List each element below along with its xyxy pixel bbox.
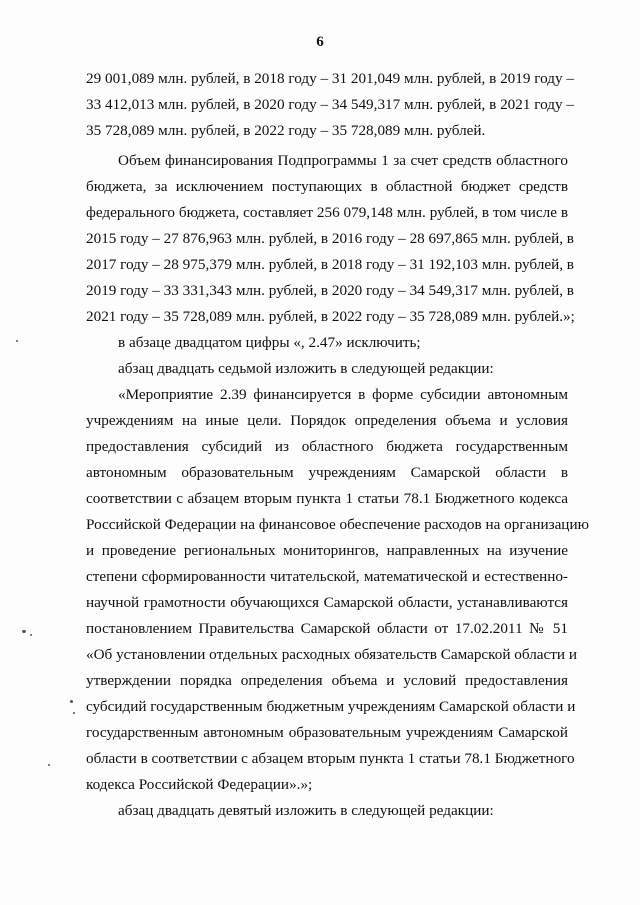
text-line: субсидий государственным бюджетным учреждениям Самарской области и <box>86 698 576 715</box>
text-line: бюджета, за исключением поступающих в областной бюджет средств <box>86 178 568 195</box>
text-line: и проведение региональных мониторингов, направленных на изучение <box>86 542 568 559</box>
scan-speck <box>70 700 73 703</box>
text-line: постановлением Правительства Самарской области от 17.02.2011 № 51 <box>86 620 568 637</box>
text-line: кодекса Российской Федерации».»; <box>86 776 313 793</box>
text-line: Объем финансирования Подпрограммы 1 за счет средств областного <box>118 152 568 169</box>
text-line: 33 412,013 млн. рублей, в 2020 году – 34 549,317 млн. рублей, в 2021 году – <box>86 96 574 113</box>
text-line: соответствии с абзацем вторым пункта 1 статьи 78.1 Бюджетного кодекса <box>86 490 568 507</box>
text-line: 2017 году – 28 975,379 млн. рублей, в 2018 году – 31 192,103 млн. рублей, в <box>86 256 574 273</box>
text-line: степени сформированности читательской, математической и естественно- <box>86 568 568 585</box>
text-line: научной грамотности обучающихся Самарской области, устанавливаются <box>86 594 568 611</box>
scan-speck <box>22 630 26 633</box>
scan-speck <box>48 764 50 766</box>
text-line: автономным образовательным учреждениям Самарской области в <box>86 464 568 481</box>
text-line: государственным автономным образовательным учреждениям Самарской <box>86 724 568 741</box>
text-line: Российской Федерации на финансовое обеспечение расходов на организацию <box>86 516 589 533</box>
text-line: 2015 году – 27 876,963 млн. рублей, в 2016 году – 28 697,865 млн. рублей, в <box>86 230 574 247</box>
text-line: утверждении порядка определения объема и условий предоставления <box>86 672 568 689</box>
text-line: абзац двадцать девятый изложить в следующей редакции: <box>118 802 494 819</box>
text-line: 29 001,089 млн. рублей, в 2018 году – 31 201,049 млн. рублей, в 2019 году – <box>86 70 574 87</box>
scan-speck <box>16 340 18 342</box>
text-line: федерального бюджета, составляет 256 079,148 млн. рублей, в том числе в <box>86 204 568 221</box>
text-line: 35 728,089 млн. рублей, в 2022 году – 35 728,089 млн. рублей. <box>86 122 486 139</box>
text-line: в абзаце двадцатом цифры «, 2.47» исключить; <box>118 334 421 351</box>
page-number: 6 <box>316 34 324 50</box>
text-line: предоставления субсидий из областного бюджета государственным <box>86 438 568 455</box>
text-line: абзац двадцать седьмой изложить в следующей редакции: <box>118 360 494 377</box>
text-line: 2021 году – 35 728,089 млн. рублей, в 2022 году – 35 728,089 млн. рублей.»; <box>86 308 575 325</box>
text-line: «Мероприятие 2.39 финансируется в форме субсидии автономным <box>118 386 568 403</box>
text-line: 2019 году – 33 331,343 млн. рублей, в 2020 году – 34 549,317 млн. рублей, в <box>86 282 574 299</box>
scan-speck <box>73 712 75 714</box>
text-line: области в соответствии с абзацем вторым пункта 1 статьи 78.1 Бюджетного <box>86 750 575 767</box>
text-line: учреждениям на иные цели. Порядок определения объема и условия <box>86 412 568 429</box>
text-line: «Об установлении отдельных расходных обязательств Самарской области и <box>86 646 577 663</box>
scan-speck <box>30 634 32 636</box>
